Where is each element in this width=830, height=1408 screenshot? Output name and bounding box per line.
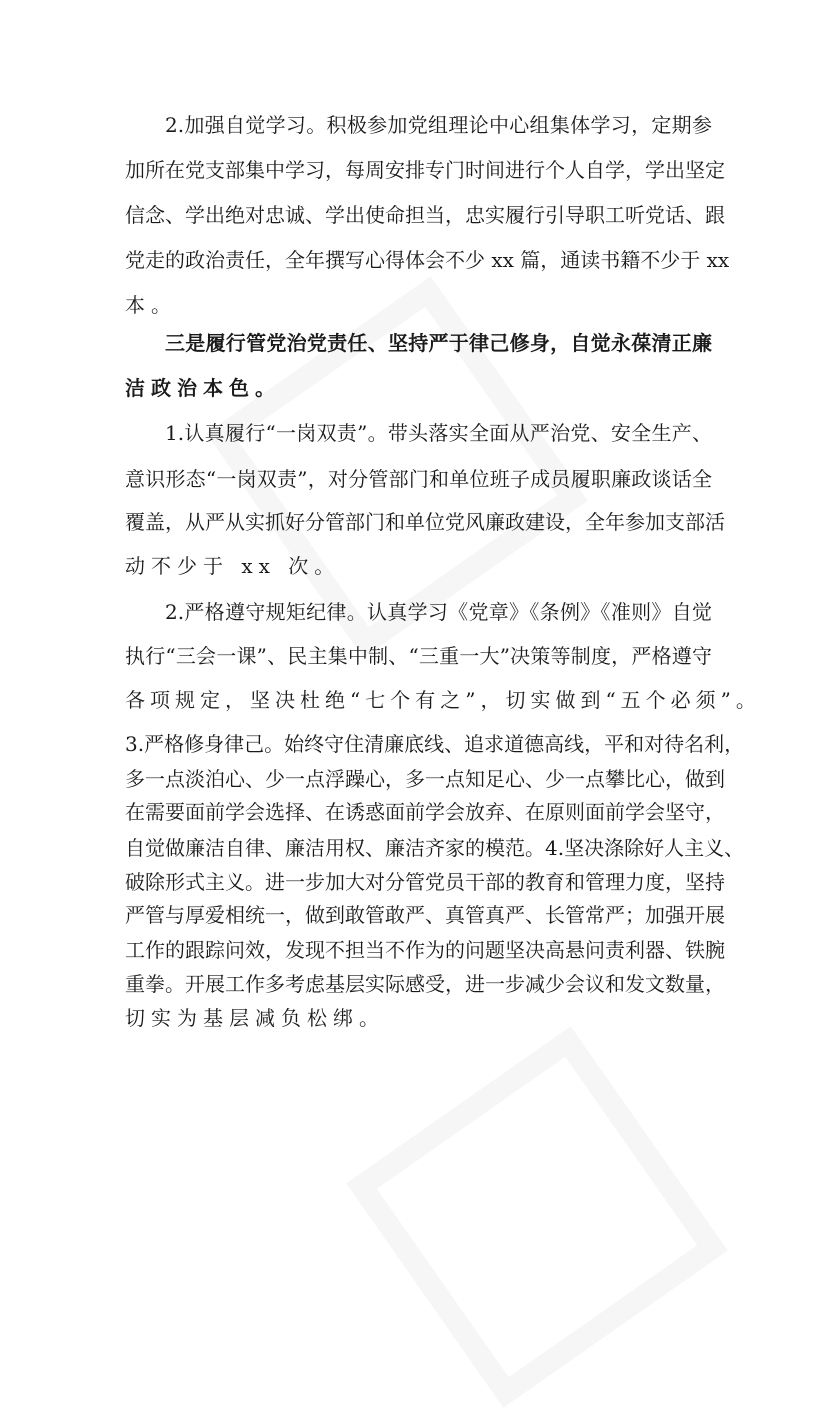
text-line: 加所在党支部集中学习，每周安排专门时间进行个人自学，学出坚定	[125, 158, 725, 182]
section-heading: 三是履行管党治党责任、坚持严于律己修身，自觉永葆清正廉	[165, 331, 712, 355]
text-line: 意识形态“一岗双责”，对分管部门和单位班子成员履职廉政谈话全	[125, 467, 712, 491]
text-line: 重拳。开展工作多考虑基层实际感受，进一步减少会议和发文数量，	[125, 972, 725, 996]
section-heading: 洁政治本色。	[125, 376, 281, 400]
text-line: 2.加强自觉学习。积极参加党组理论中心组集体学习，定期参	[165, 113, 712, 137]
text-line: 切实为基层减负松绑。	[125, 1006, 385, 1030]
text-line: 覆盖，从严从实抓好分管部门和单位党风廉政建设，全年参加支部活	[125, 510, 725, 534]
text-line: 在需要面前学会选择、在诱惑面前学会放弃、在原则面前学会坚守，	[125, 800, 725, 824]
text-line: 破除形式主义。进一步加大对分管党员干部的教育和管理力度，坚持	[125, 870, 725, 894]
text-line: 各项规定，坚决杜绝“七个有之”，切实做到“五个必须”。	[125, 688, 761, 712]
text-line: 党走的政治责任，全年撰写心得体会不少 xx 篇，通读书籍不少于 xx	[125, 248, 730, 272]
text-line: 本。	[125, 293, 177, 317]
text-line: 执行“三会一课”、民主集中制、“三重一大”决策等制度，严格遵守	[125, 644, 712, 668]
text-line: 动不少于 xx 次。	[125, 554, 341, 578]
text-line: 2.严格遵守规矩纪律。认真学习《党章》《条例》《准则》自觉	[165, 600, 712, 624]
text-line: 自觉做廉洁自律、廉洁用权、廉洁齐家的模范。4.坚决涤除好人主义、	[125, 836, 745, 860]
text-line: 多一点淡泊心、少一点浮躁心，多一点知足心、少一点攀比心，做到	[125, 767, 725, 791]
text-line: 工作的跟踪问效，发现不担当不作为的问题坚决高悬问责利器、铁腕	[125, 938, 725, 962]
text-line: 严管与厚爱相统一，做到敢管敢严、真管真严、长管常严；加强开展	[125, 903, 725, 927]
text-line: 3.严格修身律己。始终守住清廉底线、追求道德高线，平和对待名利，	[125, 732, 745, 756]
text-line: 信念、学出绝对忠诚、学出使命担当，忠实履行引导职工听党话、跟	[125, 203, 725, 227]
watermark	[346, 1026, 728, 1408]
text-line: 1.认真履行“一岗双责”。带头落实全面从严治党、安全生产、	[165, 421, 712, 445]
